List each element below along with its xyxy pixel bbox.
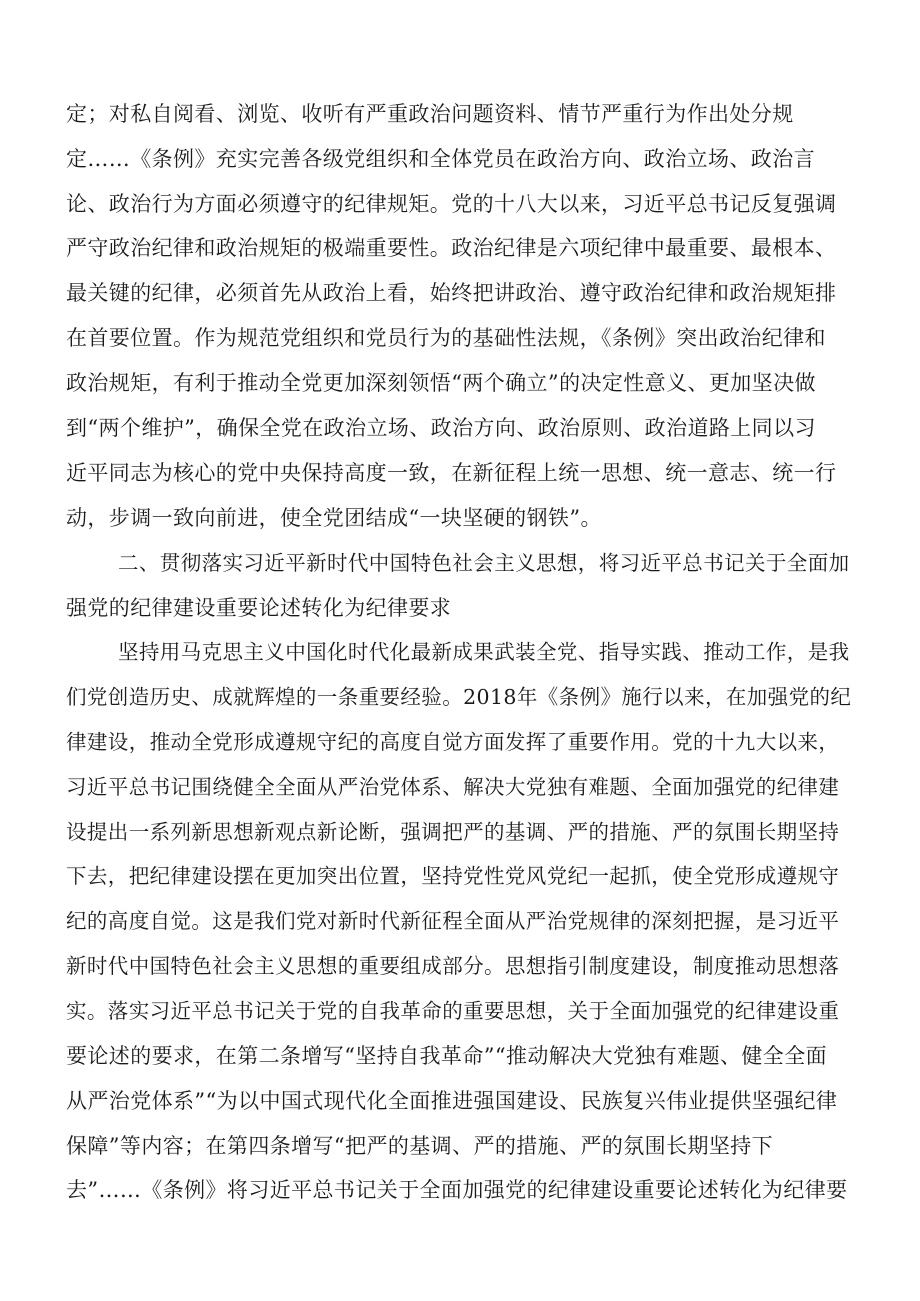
section-heading-line: 强党的纪律建设重要论述转化为纪律要求	[66, 596, 452, 620]
text-line: 习近平总书记围绕健全全面从严治党体系、解决大党独有难题、全面加强党的纪律建	[66, 775, 840, 799]
text-line: 在首要位置。作为规范党组织和党员行为的基础性法规，《条例》突出政治纪律和	[66, 326, 826, 350]
text-line: 严守政治纪律和政治规矩的极端重要性。政治纪律是六项纪律中最重要、最根本、	[66, 236, 837, 260]
text-line: 们党创造历史、成就辉煌的一条重要经验。2018年《条例》施行以来，在加强党的纪	[66, 685, 852, 709]
text-line: 近平同志为核心的党中央保持高度一致，在新征程上统一思想、统一意志、统一行	[66, 461, 837, 485]
text-line: 保障”等内容；在第四条增写“把严的基调、严的措施、严的氛围长期坚持下	[66, 1134, 774, 1158]
text-line: 论、政治行为方面必须遵守的纪律规矩。党的十八大以来，习近平总书记反复强调	[66, 192, 837, 216]
text-line: 动，步调一致向前进，使全党团结成“一块坚硬的钢铁”。	[66, 506, 602, 530]
text-line: 律建设，推动全党形成遵规守纪的高度自觉方面发挥了重要作用。党的十九大以来，	[66, 730, 840, 754]
text-line: 到“两个维护”，确保全党在政治立场、政治方向、政治原则、政治道路上同以习	[66, 416, 816, 440]
text-line: 定……《条例》充实完善各级党组织和全体党员在政治方向、政治立场、政治言	[66, 147, 815, 171]
text-line: 新时代中国特色社会主义思想的重要组成部分。思想指引制度建设，制度推动思想落	[66, 954, 840, 978]
text-line: 从严治党体系”“为以中国式现代化全面推进强国建设、民族复兴伟业提供坚强纪律	[66, 1089, 838, 1113]
section-heading-line: 二、贯彻落实习近平新时代中国特色社会主义思想，将习近平总书记关于全面加	[118, 551, 850, 575]
text-line: 下去，把纪律建设摆在更加突出位置，坚持党性党风党纪一起抓，使全党形成遵规守	[66, 864, 840, 888]
text-line: 定；对私自阅看、浏览、收听有严重政治问题资料、情节严重行为作出处分规	[66, 102, 794, 126]
text-line: 要论述的要求，在第二条增写“坚持自我革命”“推动解决大党独有难题、健全全面	[66, 1044, 828, 1068]
text-line: 去”……《条例》将习近平总书记关于全面加强党的纪律建设重要论述转化为纪律要	[66, 1178, 848, 1202]
text-line: 坚持用马克思主义中国化时代化最新成果武装全党、指导实践、推动工作，是我	[118, 640, 850, 664]
text-line: 纪的高度自觉。这是我们党对新时代新征程全面从严治党规律的深刻把握，是习近平	[66, 909, 840, 933]
text-line: 政治规矩，有利于推动全党更加深刻领悟“两个确立”的决定性意义、更加坚决做	[66, 371, 816, 395]
text-line: 最关键的纪律，必须首先从政治上看，始终把讲政治、遵守政治纪律和政治规矩排	[66, 281, 837, 305]
text-line: 设提出一系列新思想新观点新论断，强调把严的基调、严的措施、严的氛围长期坚持	[66, 820, 840, 844]
text-line: 实。落实习近平总书记关于党的自我革命的重要思想，关于全面加强党的纪律建设重	[66, 999, 840, 1023]
